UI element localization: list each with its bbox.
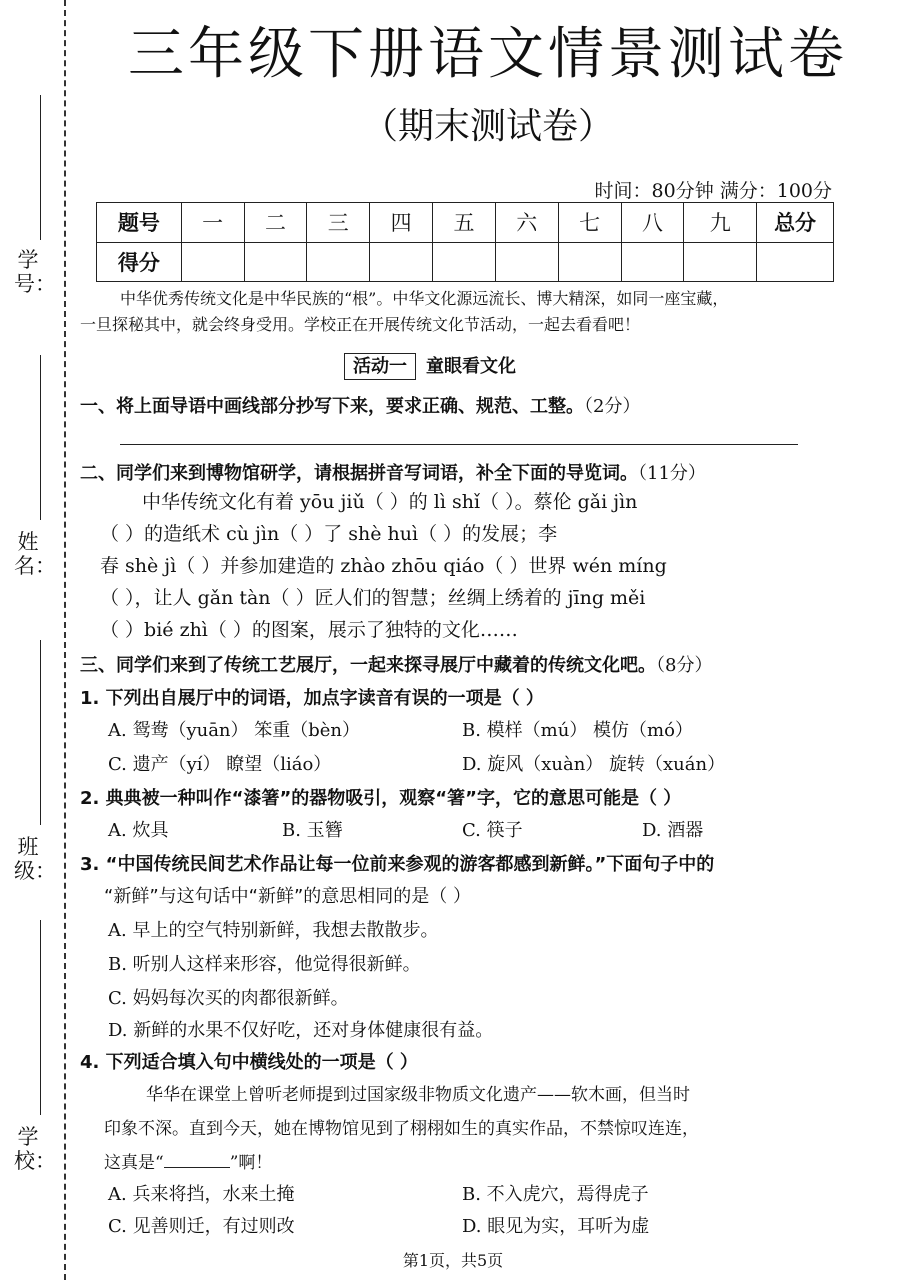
question-1-points: （2分）	[584, 396, 641, 417]
sub3-option-a[interactable]: A. 早上的空气特别新鲜，我想去散散步。	[108, 920, 439, 941]
sub-question-3-line-2: “新鲜”与这句话中“新鲜”的意思相同的是（ ）	[104, 886, 472, 907]
intro-line-2: 一旦探秘其中，就会终身受用。学校正在开展传统文化节活动，一起去看看吧！	[80, 315, 641, 334]
sub1-option-c[interactable]: C. 遗产（yí） 瞭望（liáo）	[108, 754, 332, 775]
sub4-blank[interactable]	[164, 1167, 230, 1168]
name-label: 姓名：	[14, 530, 56, 578]
score-header-cell: 三	[307, 203, 370, 243]
score-header-cell: 七	[558, 203, 621, 243]
score-header-cell: 六	[495, 203, 558, 243]
score-cell[interactable]	[181, 242, 244, 282]
sub4-passage-line: 华华在课堂上曾听老师提到过国家级非物质文化遗产——软木画，但当时	[146, 1085, 690, 1105]
page-title: 三年级下册语文情景测试卷	[128, 22, 848, 87]
sub-question-2: 2. 典典被一种叫作“漆箸”的器物吸引，观察“箸”字，它的意思可能是（ ）	[80, 788, 682, 809]
binding-dashed-line	[64, 0, 66, 1280]
score-table-score-row	[97, 242, 834, 282]
sub4-passage-line	[104, 1148, 272, 1173]
score-table-header-row	[97, 203, 834, 243]
sub4-option-b[interactable]: B. 不入虎穴，焉得虎子	[462, 1184, 649, 1205]
intro-text	[80, 286, 840, 338]
question-1-answer-line[interactable]	[120, 444, 798, 445]
score-header-cell: 九	[684, 203, 757, 243]
school-line	[40, 920, 41, 1115]
question-1	[80, 392, 640, 418]
activity-title: 童眼看文化	[426, 356, 516, 377]
question-3-text: 三、同学们来到了传统工艺展厅，一起来探寻展厅中藏着的传统文化吧。	[80, 655, 656, 676]
question-1-text: 一、将上面导语中画线部分抄写下来，要求正确、规范、工整。	[80, 396, 584, 417]
sub4-passage-post: ”啊！	[229, 1153, 273, 1173]
sub3-option-b[interactable]: B. 听别人这样来形容，他觉得很新鲜。	[108, 954, 421, 975]
sub1-option-d[interactable]: D. 旋风（xuàn） 旋转（xuán）	[462, 754, 726, 775]
score-cell[interactable]	[370, 242, 433, 282]
activity-heading	[344, 352, 516, 378]
score-header-cell: 二	[244, 203, 307, 243]
sub4-option-a[interactable]: A. 兵来将挡，水来土掩	[108, 1184, 295, 1205]
score-header-cell: 总分	[757, 203, 834, 243]
sub4-option-c[interactable]: C. 见善则迁，有过则改	[108, 1216, 295, 1237]
sub3-option-d[interactable]: D. 新鲜的水果不仅好吃，还对身体健康很有益。	[108, 1020, 494, 1041]
sub4-passage-pre: 这真是“	[104, 1153, 164, 1173]
activity-box: 活动一	[344, 353, 416, 380]
score-cell[interactable]	[307, 242, 370, 282]
sub-question-4: 4. 下列适合填入句中横线处的一项是（ ）	[80, 1052, 418, 1073]
sub-question-1: 1. 下列出自展厅中的词语，加点字读音有误的一项是（ ）	[80, 688, 544, 709]
question-2-line: （ ）的造纸术 cù jìn（ ）了 shè huì（ ）的发展；李	[100, 523, 558, 545]
school-label: 学校：	[14, 1125, 56, 1173]
score-row-label: 得分	[97, 242, 182, 282]
sub4-option-d[interactable]: D. 眼见为实，耳听为虚	[462, 1216, 650, 1237]
score-header-cell: 四	[370, 203, 433, 243]
class-label: 班级：	[14, 835, 56, 883]
question-3-points: （8分）	[656, 655, 713, 676]
score-header-cell: 一	[181, 203, 244, 243]
question-2-line: （ ）bié zhì（ ）的图案，展示了独特的文化……	[100, 619, 518, 641]
name-line	[40, 355, 41, 520]
score-cell[interactable]	[684, 242, 757, 282]
question-2-line: （ ），让人 gǎn tàn（ ）匠人们的智慧；丝绸上绣着的 jīng měi	[100, 587, 646, 609]
sub2-option-b[interactable]: B. 玉簪	[282, 820, 343, 841]
score-header-cell: 题号	[97, 203, 182, 243]
score-cell[interactable]	[433, 242, 496, 282]
page-footer: 第1页，共5页	[402, 1251, 504, 1270]
question-3	[80, 651, 712, 677]
sub3-option-c[interactable]: C. 妈妈每次买的肉都很新鲜。	[108, 988, 349, 1009]
intro-line-1: 中华优秀传统文化是中华民族的“根”。中华文化源远流长、博大精深，如同一座宝藏，	[120, 289, 729, 308]
sub-question-3-line-1: 3. “中国传统民间艺术作品让每一位前来参观的游客都感到新鲜。”下面句子中的	[80, 854, 715, 875]
exam-meta: 时间：80分钟 满分：100分	[594, 180, 832, 202]
sub4-passage-line: 印象不深。直到今天，她在博物馆见到了栩栩如生的真实作品，不禁惊叹连连，	[104, 1119, 699, 1139]
question-2-points: （11分）	[638, 463, 706, 484]
score-header-cell: 五	[433, 203, 496, 243]
question-2	[80, 459, 706, 485]
class-line	[40, 640, 41, 825]
sub1-option-a[interactable]: A. 鸳鸯（yuān） 笨重（bèn）	[108, 720, 361, 741]
question-2-line: 中华传统文化有着 yōu jiǔ（ ）的 lì shǐ（ ）。蔡伦 gǎi jìn	[142, 491, 638, 513]
sub2-option-a[interactable]: A. 炊具	[108, 820, 169, 841]
student-id-label: 学号：	[14, 248, 56, 296]
score-cell[interactable]	[558, 242, 621, 282]
score-cell[interactable]	[757, 242, 834, 282]
sub1-option-b[interactable]: B. 模样（mú） 模仿（mó）	[462, 720, 693, 741]
score-cell[interactable]	[244, 242, 307, 282]
sub2-option-c[interactable]: C. 筷子	[462, 820, 523, 841]
page-subtitle: （期末测试卷）	[361, 106, 614, 147]
score-cell[interactable]	[495, 242, 558, 282]
student-id-line	[40, 95, 41, 240]
score-cell[interactable]	[621, 242, 684, 282]
score-table	[96, 202, 834, 282]
score-header-cell: 八	[621, 203, 684, 243]
sub2-option-d[interactable]: D. 酒器	[642, 820, 704, 841]
question-2-text: 二、同学们来到博物馆研学，请根据拼音写词语，补全下面的导览词。	[80, 463, 638, 484]
question-2-line: 春 shè jì（ ）并参加建造的 zhào zhōu qiáo（ ）世界 wén míng	[100, 555, 667, 577]
